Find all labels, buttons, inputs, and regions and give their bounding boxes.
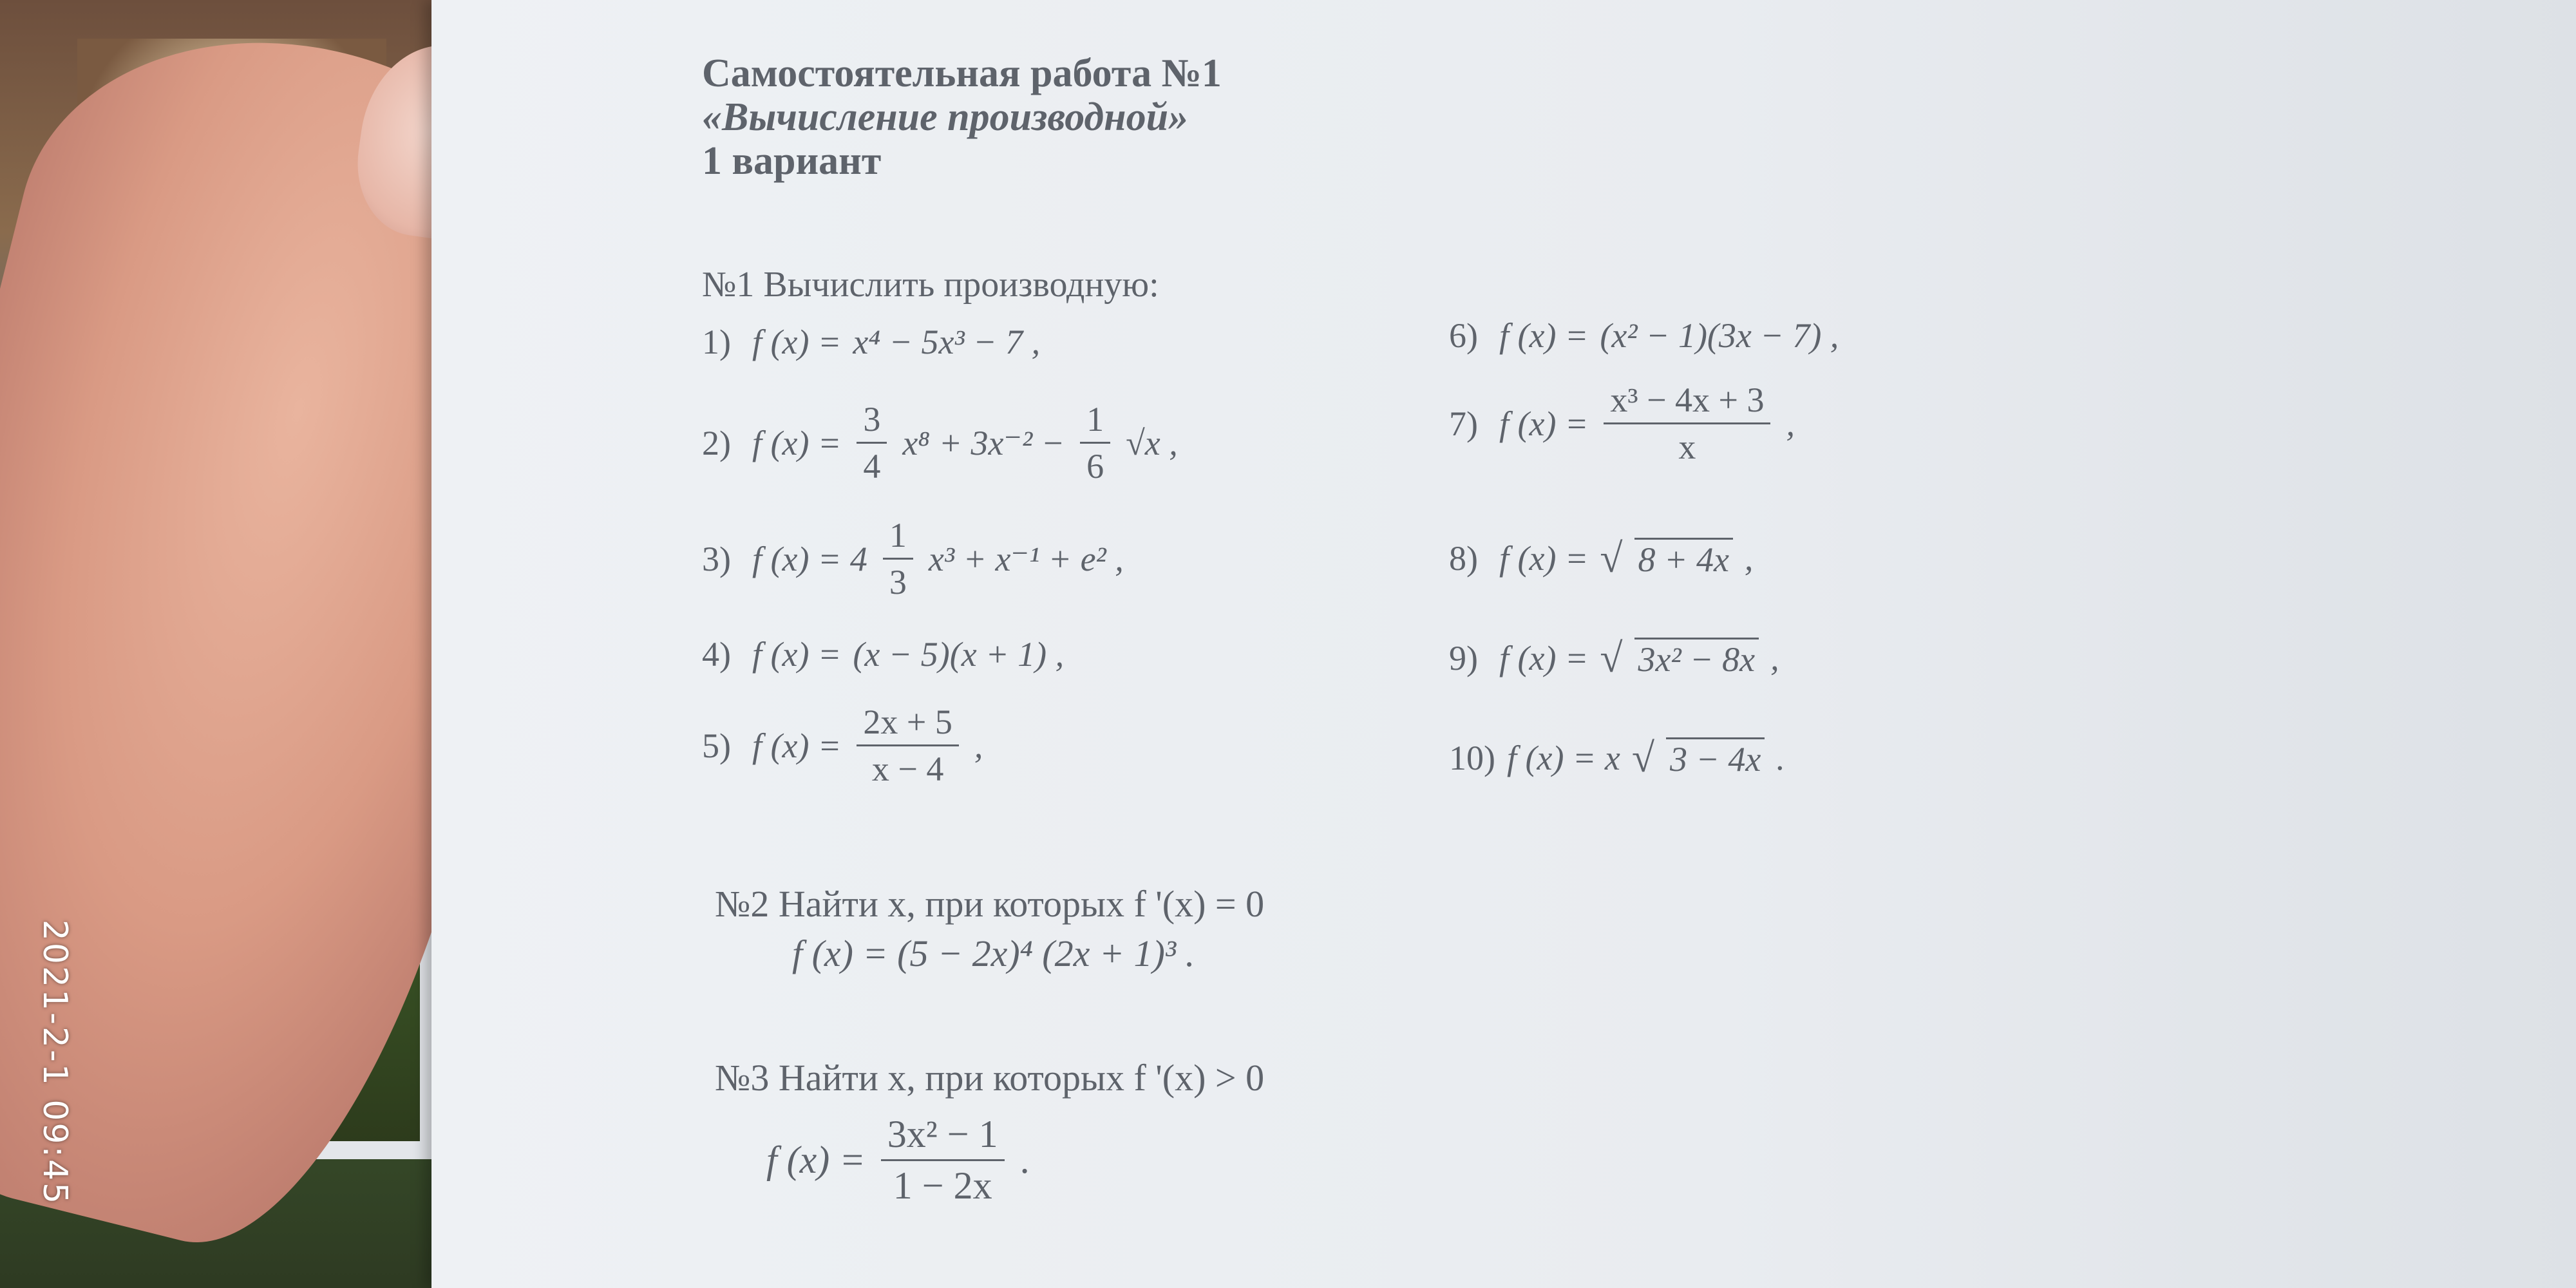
item-lhs: f (x) =	[1499, 639, 1589, 677]
fraction-denominator: 1 − 2x	[893, 1164, 992, 1207]
fraction	[1080, 399, 1110, 486]
item-number: 2)	[702, 423, 731, 462]
item-number: 8)	[1449, 539, 1478, 578]
item-tail: ,	[974, 726, 983, 765]
item-tail: √x ,	[1126, 423, 1178, 462]
item-number: 3)	[702, 539, 731, 578]
task1-item-7	[1449, 380, 1795, 467]
fraction-numerator: 3	[857, 399, 887, 444]
task1-item-10	[1449, 734, 1785, 782]
item-number: 1)	[702, 323, 731, 361]
fraction	[857, 399, 887, 486]
task2	[715, 882, 1264, 975]
item-lhs: f (x) =	[752, 423, 842, 462]
item-number: 5)	[702, 726, 731, 765]
task1-item-1	[702, 322, 1040, 362]
item-tail: ,	[1770, 639, 1779, 677]
task1-item-3	[702, 515, 1124, 602]
fraction-numerator: 2x + 5	[857, 702, 958, 746]
task2-title: №2 Найти x, при которых f '(x) = 0	[715, 883, 1265, 925]
fraction	[857, 702, 958, 789]
fraction	[881, 1112, 1005, 1208]
sqrt-sign: √	[1600, 535, 1623, 581]
item-number: 10)	[1449, 739, 1495, 777]
item-rhs: x⁴ − 5x³ − 7 ,	[853, 323, 1041, 361]
task1-title: №1 Вычислить производную:	[702, 265, 1159, 305]
task3-formula	[766, 1112, 1264, 1208]
item-rhs: (x² − 1)(3x − 7) ,	[1600, 316, 1839, 355]
task1-item-8	[1449, 535, 1753, 582]
item-lhs: f (x) = 4	[752, 539, 867, 578]
item-lhs: f (x) =	[1499, 404, 1589, 443]
item-lhs: f (x) = x	[1506, 739, 1620, 777]
item-lhs: f (x) =	[752, 635, 842, 674]
item-lhs: f (x) =	[752, 726, 842, 765]
worksheet-paper	[431, 0, 2576, 1288]
item-tail: ,	[1786, 404, 1795, 443]
worksheet-subtitle: «Вычисление производной»	[702, 95, 1189, 140]
item-rhs: x³ + x⁻¹ + e² ,	[928, 540, 1124, 578]
fraction-denominator: 3	[889, 563, 907, 601]
fraction-numerator: 3x² − 1	[881, 1112, 1005, 1161]
radicand: 8 + 4x	[1634, 538, 1733, 580]
radicand: 3x² − 8x	[1634, 638, 1759, 679]
radicand: 3 − 4x	[1666, 737, 1765, 779]
formula-lhs: f (x) =	[766, 1139, 866, 1181]
item-rhs: (x − 5)(x + 1) ,	[853, 635, 1065, 674]
item-number: 9)	[1449, 639, 1478, 677]
fraction-denominator: x	[1678, 428, 1696, 466]
fraction-denominator: 6	[1086, 447, 1104, 486]
item-lhs: f (x) =	[752, 323, 842, 361]
fraction-denominator: x − 4	[871, 750, 944, 788]
formula-tail: .	[1019, 1139, 1030, 1181]
item-tail: .	[1776, 739, 1785, 777]
item-lhs: f (x) =	[1499, 316, 1589, 355]
task1-item-9	[1449, 634, 1779, 682]
fraction-denominator: 4	[863, 447, 881, 486]
item-number: 7)	[1449, 404, 1478, 443]
item-middle: x⁸ + 3x⁻² −	[902, 424, 1065, 462]
worksheet-variant: 1 вариант	[702, 139, 882, 184]
item-tail: ,	[1744, 539, 1754, 578]
fraction-numerator: 1	[1080, 399, 1110, 444]
item-number: 6)	[1449, 316, 1478, 355]
task2-formula: f (x) = (5 − 2x)⁴ (2x + 1)³ .	[792, 933, 1195, 974]
fraction	[1604, 380, 1770, 467]
task3	[715, 1056, 1264, 1208]
fraction-numerator: x³ − 4x + 3	[1604, 380, 1770, 424]
photo-timestamp	[26, 863, 84, 1262]
task1-item-5	[702, 702, 983, 789]
item-number: 4)	[702, 635, 731, 674]
task1-item-6	[1449, 316, 1839, 355]
fraction-numerator: 1	[883, 515, 913, 560]
worksheet-header	[702, 52, 1222, 184]
task1-item-2	[702, 399, 1178, 486]
item-lhs: f (x) =	[1499, 539, 1589, 578]
worksheet-title: Самостоятельная работа №1	[702, 52, 1222, 95]
photo-timestamp-text: 2021-2-1 09:45	[35, 919, 75, 1206]
sqrt-sign: √	[1631, 735, 1654, 781]
fraction	[883, 515, 913, 602]
task3-title: №3 Найти x, при которых f '(x) > 0	[715, 1057, 1265, 1099]
sqrt-sign: √	[1600, 635, 1623, 681]
task1-item-4	[702, 634, 1064, 674]
